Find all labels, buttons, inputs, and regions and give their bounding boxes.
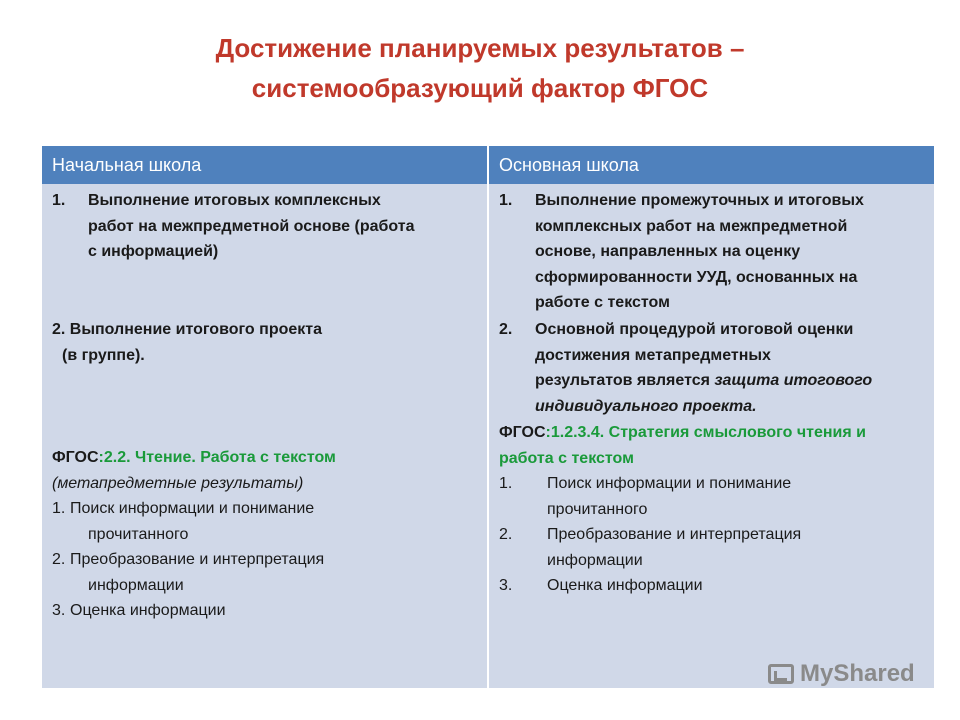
right-item-1-line: комплексных работ на межпредметной <box>535 217 848 235</box>
right-item-2-plain: результатов является <box>535 372 715 389</box>
list-item-num: 3. <box>52 602 66 619</box>
table-body <box>42 184 934 688</box>
left-fgos-label: ФГОС <box>52 449 99 466</box>
list-item-line: информации <box>88 576 184 594</box>
list-item-text <box>547 573 703 599</box>
left-item-1-text <box>88 188 415 265</box>
list-item-text <box>547 522 801 573</box>
right-item-1 <box>499 188 929 318</box>
list-item-line: Преобразование и интерпретация <box>70 551 325 568</box>
right-item-2-line: достижения метапредметных <box>535 346 771 364</box>
right-item-1-line: основе, направленных на оценку <box>535 243 801 260</box>
list-item <box>499 471 929 523</box>
left-item-1-line: Выполнение итоговых комплексных <box>88 192 381 209</box>
right-item-1-line: сформированности УУД, основанных на <box>535 268 858 286</box>
table-header <box>42 146 934 184</box>
list-item-line: Оценка информации <box>70 602 226 619</box>
myshared-watermark <box>768 658 915 690</box>
right-item-1-text <box>535 188 864 316</box>
slide-title <box>0 28 960 108</box>
right-item-1-num: 1. <box>499 192 513 209</box>
right-item-1-line: работе с текстом <box>535 294 670 311</box>
left-item-1-line: работ на межпредметной основе (работа <box>88 217 415 235</box>
list-item-line: прочитанного <box>88 525 189 543</box>
title-line-2: системообразующий фактор ФГОС <box>251 73 709 103</box>
right-fgos-label: ФГОС <box>499 424 546 441</box>
list-item <box>499 573 929 599</box>
watermark-text: MyShared <box>800 660 915 687</box>
cell-basic-school <box>489 184 934 688</box>
left-item-2-line-2: (в группе). <box>62 347 145 364</box>
list-item-line: прочитанного <box>547 500 648 518</box>
list-item-text <box>70 496 314 547</box>
left-item-1-line: с информацией) <box>88 243 219 260</box>
left-fgos-ref: :2.2. Чтение. Работа с текстом <box>98 449 336 466</box>
list-item-text <box>70 598 226 624</box>
left-fgos-reference <box>52 445 336 471</box>
right-fgos-reference <box>499 420 929 471</box>
right-item-1-line: Выполнение промежуточных и итоговых <box>535 192 864 209</box>
right-item-2-line <box>535 368 872 394</box>
list-item-line: информации <box>547 551 643 569</box>
list-item <box>52 598 482 624</box>
right-fgos-ref-line-2: работа с текстом <box>499 449 634 467</box>
left-fgos-note: (метапредметные результаты) <box>52 475 304 492</box>
list-item-num: 2. <box>52 551 66 568</box>
left-item-1 <box>52 188 482 266</box>
left-item-2-line-1: 2. Выполнение итогового проекта <box>52 321 322 338</box>
list-item-line: Поиск информации и понимание <box>547 475 792 492</box>
list-item-line: Поиск информации и понимание <box>70 500 315 517</box>
list-item-line: Оценка информации <box>547 577 703 594</box>
list-item <box>499 522 929 574</box>
right-item-2 <box>499 317 929 421</box>
list-item <box>52 547 482 599</box>
right-item-2-line: индивидуального проекта. <box>535 397 757 415</box>
list-item-text <box>70 547 324 598</box>
right-fgos-ref-line-1: :1.2.3.4. Стратегия смыслового чтения и <box>545 424 866 441</box>
cell-primary-school <box>42 184 487 688</box>
right-item-2-line: Основной процедурой итоговой оценки <box>535 321 854 338</box>
list-item-text <box>547 471 791 522</box>
header-basic-school: Основная школа <box>499 155 639 175</box>
right-item-2-italic: защита итогового <box>714 372 873 389</box>
list-item-line: Преобразование и интерпретация <box>547 526 802 543</box>
right-item-2-num: 2. <box>499 321 513 338</box>
comparison-table <box>42 146 934 688</box>
header-primary-school: Начальная школа <box>52 155 202 175</box>
list-item-num: 2. <box>499 526 513 543</box>
list-item <box>52 496 482 548</box>
list-item-num: 1. <box>52 500 66 517</box>
right-item-2-text <box>535 317 872 419</box>
list-item-num: 1. <box>499 475 513 492</box>
myshared-logo-icon <box>768 664 794 684</box>
left-item-1-num: 1. <box>52 192 66 209</box>
title-line-1: Достижение планируемых результатов – <box>215 33 745 63</box>
list-item-num: 3. <box>499 577 513 594</box>
